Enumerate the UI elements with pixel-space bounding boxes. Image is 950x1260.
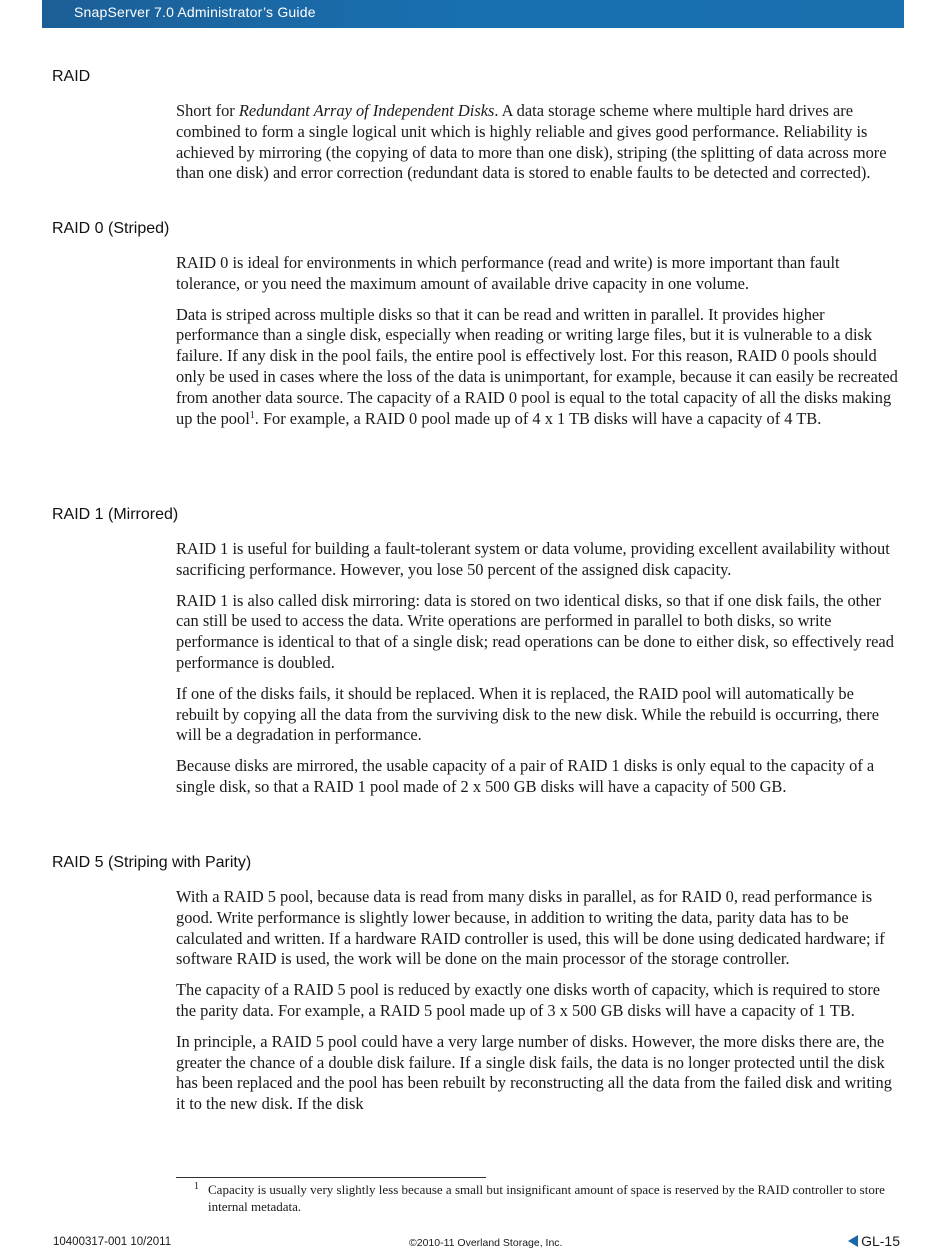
triangle-left-icon	[848, 1235, 858, 1247]
footnote-number: 1	[194, 1181, 199, 1192]
paragraph: Data is striped across multiple disks so that it can be read and written in parallel. It provides higher performance than a single disk, especially when reading or writing large files, but it is vulnerable to a disk failure. If any disk in the pool fails, the entire pool is effectively lost. For this reason, RAID 0 pools should only be used in cases where the loss of the data is unimportant, for example, because it can easily be recreated from another data source. The capacity of a RAID 0 pool is equal to the total capacity of all the disks making up the pool$^1$. For example, a RAID 0 pool made up of 4 x 1 TB disks will have a capacity of 4 TB.	[176, 304, 898, 428]
paragraph: With a RAID 5 pool, because data is read from many disks in parallel, as for RAID 0, read performance is good. Write performance is slightly lower because, in addition to writing the data, parity data has to be calculated and written. If a hardware RAID controller is used, this will be done using dedicated hardware; if software RAID is used, the work will be done on the main processor of the storage controller.	[176, 887, 885, 969]
paragraph: RAID 0 is ideal for environments in which performance (read and write) is more important than fault tolerance, or you need the maximum amount of available drive capacity in one volume.	[176, 253, 840, 293]
definition-raid-1	[176, 539, 898, 808]
term-raid-0: RAID 0 (Striped)	[52, 220, 170, 237]
footnote-ref: 1	[249, 409, 255, 421]
term-raid-5: RAID 5 (Striping with Parity)	[52, 854, 252, 871]
paragraph: If one of the disks fails, it should be replaced. When it is replaced, the RAID pool will automatically be rebuilt by copying all the data from the surviving disk to the new disk. While the rebuild is occurring, there will be a degradation in performance.	[176, 683, 879, 745]
paragraph: In principle, a RAID 5 pool could have a very large number of disks. However, the more disks there are, the greater the chance of a double disk failure. If a single disk fails, the data is no longer protected until the disk has been replaced and the pool has been rebuilt by reconstructing all the data from the failed disk and writing it to the new disk. If the disk	[176, 1031, 892, 1114]
footnote-divider	[176, 1177, 486, 1178]
footnote-text: Capacity is usually very slightly less because a small but insignificant amount of space is reserved by the RAID controller to store internal metadata.	[208, 1182, 885, 1214]
definition-raid-5	[176, 887, 898, 1125]
header-title: SnapServer 7.0 Administrator’s Guide	[74, 4, 316, 20]
paragraph: RAID 1 is also called disk mirroring: data is stored on two identical disks, so that if one disk fails, the other can still be used to access the data. Write operations are performed in parallel to both disks, so write performance is identical to that of a single disk; read operations can be done to either disk, so effectively read performance is doubled.	[176, 590, 894, 672]
header-bar	[42, 0, 904, 28]
paragraph: The capacity of a RAID 5 pool is reduced by exactly one disks worth of capacity, which is required to store the parity data. For example, a RAID 5 pool made up of 3 x 500 GB disks will have a capacity of 1 TB.	[176, 980, 880, 1020]
footnote	[194, 1181, 894, 1215]
footer-page-number: GL-15	[848, 1233, 900, 1249]
paragraph: Short for Redundant Array of Independent Disks. A data storage scheme where multiple hard drives are combined to form a single logical unit which is highly reliable and gives good performance. Reliability is achieved by mirroring (the copying of data to more than one disk), striping (the splitting of data across more than one disk) and error correction (redundant data is stored to enable faults to be detected and corrected).	[176, 101, 887, 183]
definition-raid-0	[176, 253, 898, 439]
definition-raid	[176, 101, 898, 194]
footer-copyright: ©2010-11 Overland Storage, Inc.	[409, 1237, 563, 1249]
term-raid-1: RAID 1 (Mirrored)	[52, 506, 179, 523]
paragraph: Because disks are mirrored, the usable capacity of a pair of RAID 1 disks is only equal to the capacity of a single disk, so that a RAID 1 pool made of 2 x 500 GB disks will have a capacity of 500 GB.	[176, 756, 875, 796]
footer-doc-number: 10400317-001 10/2011	[53, 1236, 172, 1248]
paragraph: RAID 1 is useful for building a fault-tolerant system or data volume, providing excellent availability without sacrificing performance. However, you lose 50 percent of the assigned disk capacity.	[176, 539, 890, 579]
term-raid: RAID	[52, 68, 91, 85]
